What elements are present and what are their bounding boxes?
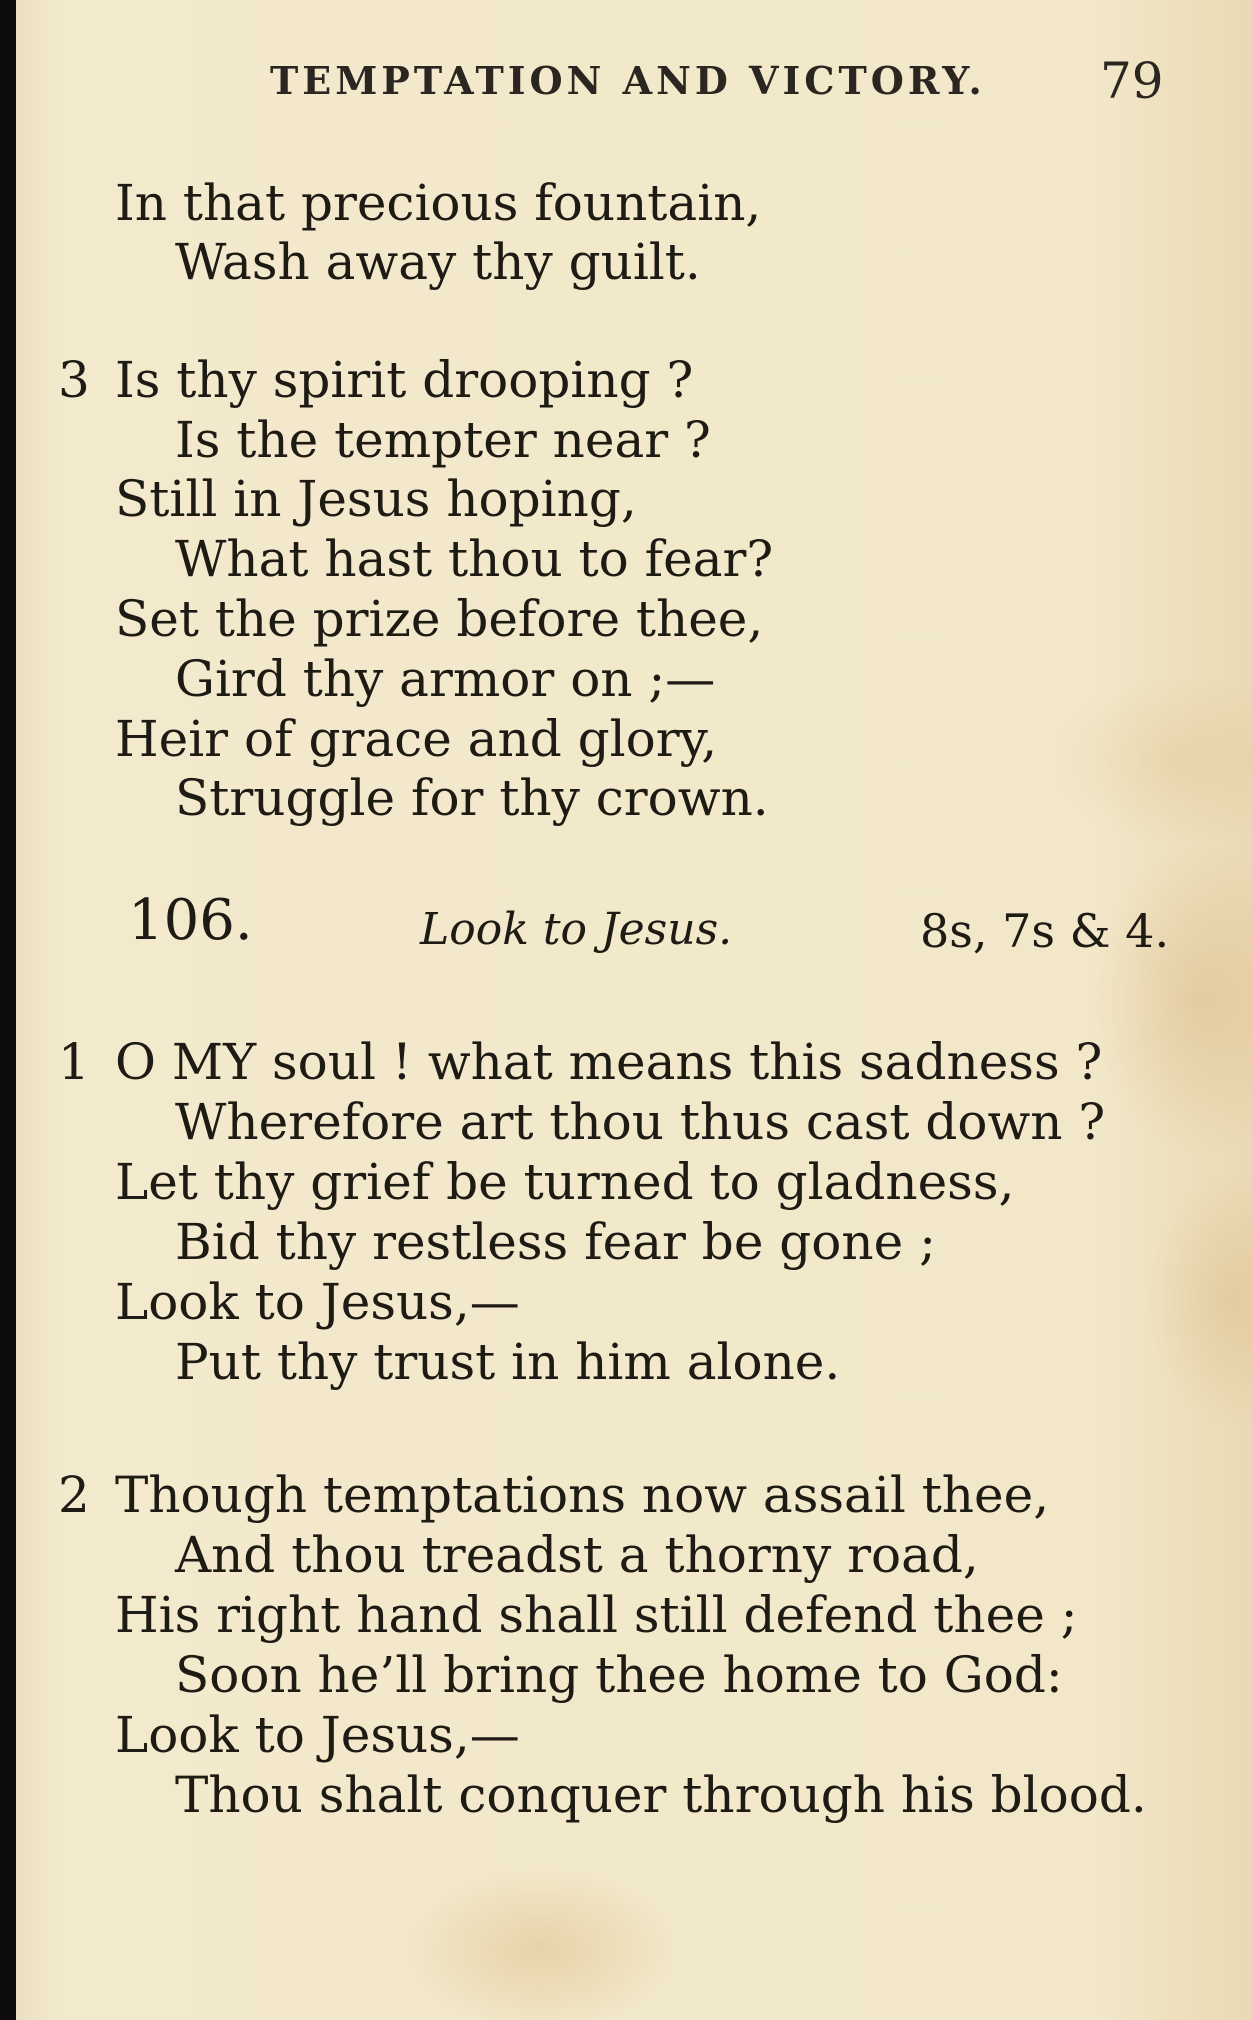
hymn-title: Look to Jesus. xyxy=(420,904,733,955)
stanza-number: 1 xyxy=(58,1033,90,1091)
verse-line: Gird thy armor on ;— xyxy=(175,650,716,708)
verse-line: Set the prize before thee, xyxy=(115,590,764,648)
verse-line: In that precious fountain, xyxy=(115,174,762,232)
running-head: TEMPTATION AND VICTORY. xyxy=(270,58,986,103)
page-number: 79 xyxy=(1100,52,1164,110)
verse-line: Put thy trust in him alone. xyxy=(175,1333,841,1391)
verse-line: Bid thy restless fear be gone ; xyxy=(175,1213,936,1271)
verse-line: Is thy spirit drooping ? xyxy=(115,351,694,409)
verse-line: And thou treadst a thorny road, xyxy=(175,1526,979,1584)
verse-line: O MY soul ! what means this sadness ? xyxy=(115,1033,1103,1091)
verse-line: What hast thou to fear? xyxy=(175,530,774,588)
stanza-number: 2 xyxy=(58,1466,90,1524)
verse-line: Is the tempter near ? xyxy=(175,411,711,469)
verse-line: Wash away thy guilt. xyxy=(175,233,701,291)
verse-line: Struggle for thy crown. xyxy=(175,769,769,827)
verse-line: Let thy grief be turned to gladness, xyxy=(115,1153,1015,1211)
verse-line: Soon he’ll bring thee home to God: xyxy=(175,1646,1063,1704)
verse-line: Thou shalt conquer through his blood. xyxy=(175,1766,1147,1824)
hymn-meter: 8s, 7s & 4. xyxy=(920,904,1170,958)
verse-line: His right hand shall still defend thee ; xyxy=(115,1586,1078,1644)
verse-line: Look to Jesus,— xyxy=(115,1706,520,1764)
verse-line: Still in Jesus hoping, xyxy=(115,470,637,528)
book-spine-edge xyxy=(0,0,16,2020)
verse-line: Wherefore art thou thus cast down ? xyxy=(175,1093,1106,1151)
verse-line: Heir of grace and glory, xyxy=(115,710,718,768)
hymn-number: 106. xyxy=(128,888,253,953)
stanza-number: 3 xyxy=(58,351,90,409)
verse-line: Look to Jesus,— xyxy=(115,1273,520,1331)
verse-line: Though temptations now assail thee, xyxy=(115,1466,1050,1524)
